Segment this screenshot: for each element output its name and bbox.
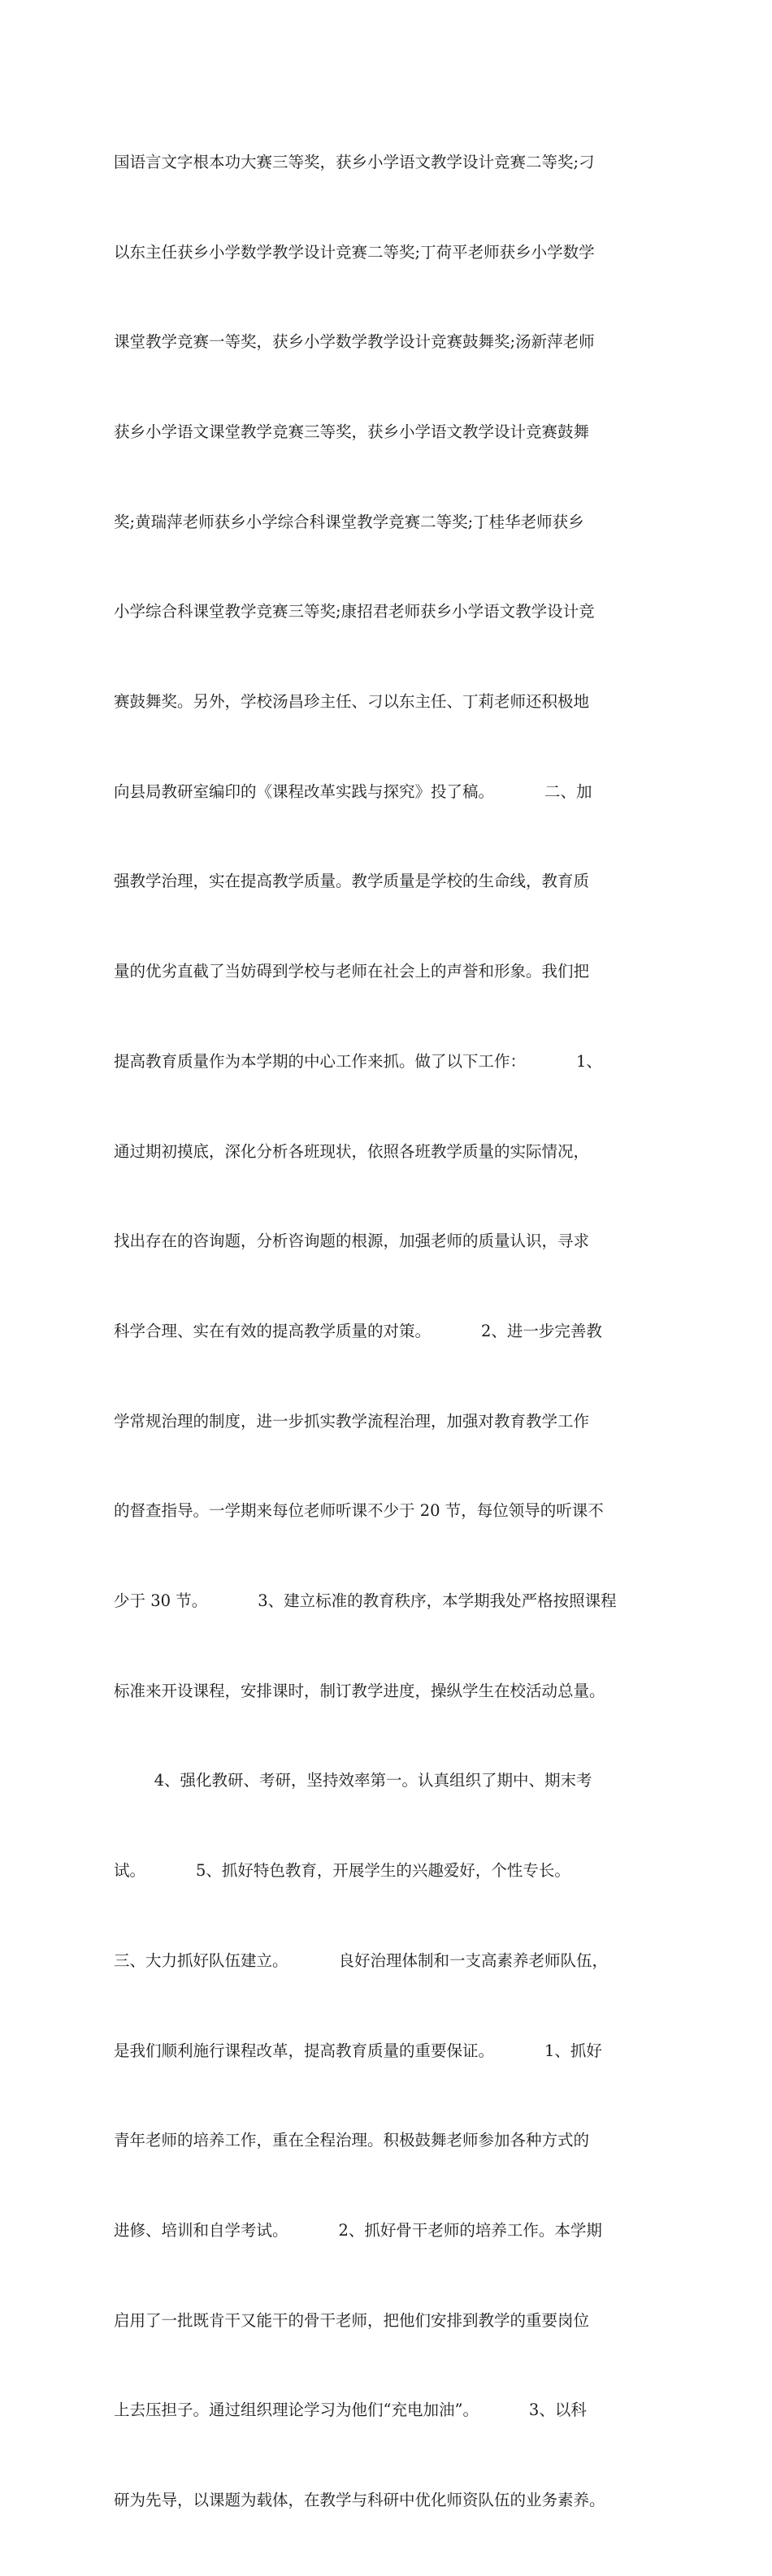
- text-line: 赛鼓舞奖。另外，学校汤昌珍主任、刁以东主任、丁莉老师还积极地: [114, 692, 590, 712]
- text-line: 学常规治理的制度，进一步抓实教学流程治理，加强对教育教学工作: [114, 1411, 590, 1431]
- text-line: 向县局教研室编印的《课程改革实践与探究》投了稿。 二、加: [114, 781, 592, 801]
- text-line: 提高教育质量作为本学期的中心工作来抓。做了以下工作： 1、: [114, 1051, 602, 1071]
- text-line: 标准来开设课程，安排课时，制订教学进度，操纵学生在校活动总量。: [114, 1681, 605, 1700]
- text-line: 量的优劣直截了当妨碍到学校与老师在社会上的声誉和形象。我们把: [114, 962, 590, 981]
- text-line: 的督查指导。一学期来每位老师听课不少于 20 节，每位领导的听课不: [114, 1501, 604, 1521]
- text-line: 获乡小学语文课堂教学竞赛三等奖，获乡小学语文教学设计竞赛鼓舞: [114, 422, 590, 441]
- text-line: 以东主任获乡小学数学教学设计竞赛二等奖;丁荷平老师获乡小学数学: [114, 242, 595, 262]
- text-line: 科学合理、实在有效的提高教学质量的对策。 2、进一步完善教: [114, 1321, 602, 1340]
- text-line: 奖;黄瑞萍老师获乡小学综合科课堂教学竞赛二等奖;丁桂华老师获乡: [114, 512, 584, 531]
- text-line: 试。 5、抓好特色教育，开展学生的兴趣爱好，个性专长。: [114, 1861, 570, 1881]
- text-line: 找出存在的咨询题，分析咨询题的根源，加强老师的质量认识，寻求: [114, 1232, 590, 1251]
- text-line: 小学综合科课堂教学竞赛三等奖;康招君老师获乡小学语文教学设计竞: [114, 602, 595, 621]
- text-line: 上去压担子。通过组织理论学习为他们“充电加油”。 3、以科: [114, 2401, 587, 2420]
- text-line: 青年老师的培养工作，重在全程治理。积极鼓舞老师参加各种方式的: [114, 2131, 590, 2150]
- body-text: [114, 88, 674, 2576]
- text-line: 进修、培训和自学考试。 2、抓好骨干老师的培养工作。本学期: [114, 2220, 602, 2240]
- text-line: 强教学治理，实在提高教学质量。教学质量是学校的生命线，教育质: [114, 872, 590, 891]
- text-line: 三、大力抓好队伍建立。 良好治理体制和一支高素养老师队伍，: [114, 1950, 608, 1970]
- text-line: 课堂教学竞赛一等奖，获乡小学数学教学设计竞赛鼓舞奖;汤新萍老师: [114, 332, 595, 352]
- text-line: 国语言文字根本功大赛三等奖，获乡小学语文教学设计竞赛二等奖;刁: [114, 152, 595, 171]
- text-line: 通过期初摸底，深化分析各班现状，依照各班教学质量的实际情况，: [114, 1141, 590, 1161]
- text-line: 少于 30 节。 3、建立标准的教育秩序，本学期我处严格按照课程: [114, 1591, 617, 1611]
- text-line: 启用了一批既肯干又能干的骨干老师，把他们安排到教学的重要岗位: [114, 2310, 590, 2330]
- text-line: 4、强化教研、考研，坚持效率第一。认真组织了期中、期末考: [114, 1771, 592, 1790]
- text-line: 研为先导，以课题为载体，在教学与科研中优化师资队伍的业务素养。: [114, 2491, 605, 2510]
- text-line: 是我们顺利施行课程改革，提高教育质量的重要保证。 1、抓好: [114, 2041, 602, 2060]
